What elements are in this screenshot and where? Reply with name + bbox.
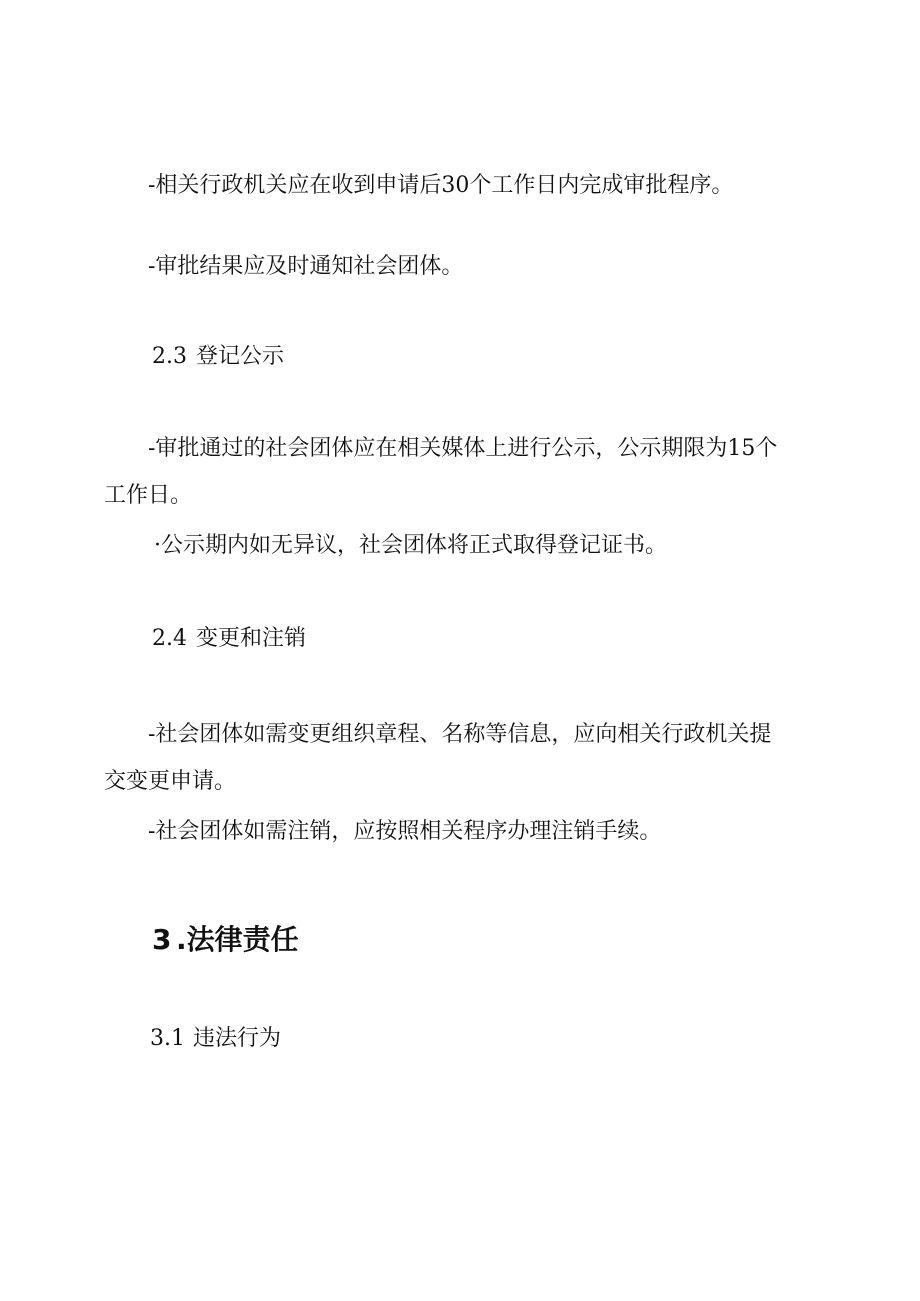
paragraph-cancellation: -社会团体如需注销，应按照相关程序办理注销手续。 [148,819,662,844]
paragraph-certificate: ·公示期内如无异议，社会团体将正式取得登记证书。 [154,533,667,558]
paragraph-publicity-line-1: -审批通过的社会团体应在相关媒体上进行公示，公示期限为15个 [148,436,778,461]
chapter-title-3: .法律责任 [176,923,299,956]
paragraph-change-line-2: 交变更申请。 [104,769,237,794]
section-title-2-4: 变更和注销 [196,626,307,651]
paragraph-change-line-1: -社会团体如需变更组织章程、名称等信息，应向相关行政机关提 [148,722,772,747]
section-number-2-4: 2.4 [152,626,187,651]
section-number-3-1: 3.1 [150,1026,185,1051]
section-title-2-3: 登记公示 [196,344,285,369]
section-number-2-3: 2.3 [152,344,187,369]
paragraph-approval-notice: -审批结果应及时通知社会团体。 [148,254,464,279]
paragraph-approval-deadline: -相关行政机关应在收到申请后30个工作日内完成审批程序。 [148,173,734,198]
section-title-3-1: 违法行为 [193,1026,282,1051]
chapter-number-3: 3 [152,923,172,956]
paragraph-publicity-line-2: 工作日。 [104,483,193,508]
